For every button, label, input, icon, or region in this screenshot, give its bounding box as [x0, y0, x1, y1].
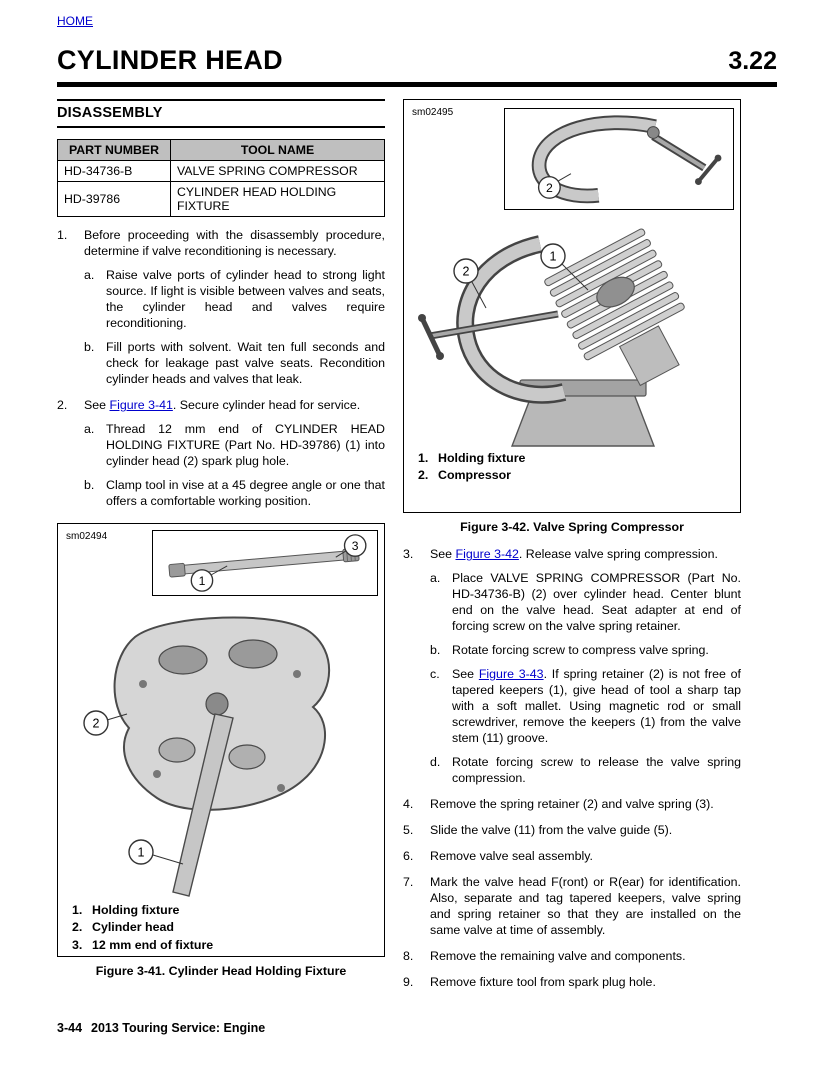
svg-text:1: 1: [198, 573, 206, 588]
figure-legend-item: [418, 467, 732, 484]
step-text: [430, 546, 741, 562]
text-part: See: [84, 398, 110, 412]
svg-text:2: 2: [92, 716, 100, 731]
step-2b: [84, 477, 385, 509]
step-number: 4.: [403, 797, 414, 811]
substep-text: Clamp tool in vise at a 45 degree angle or one that offers a comfortable working position.: [106, 478, 385, 508]
step-number: 2.: [57, 398, 68, 412]
step-3b: [430, 642, 741, 658]
svg-text:2: 2: [545, 180, 553, 195]
figure-legend-item: [72, 919, 376, 936]
figure-legend-item: [418, 450, 732, 467]
substep-text: Rotate forcing screw to compress valve spring.: [452, 643, 709, 657]
step-text: Remove valve seal assembly.: [430, 849, 593, 863]
substep-text: Thread 12 mm end of CYLINDER HEAD HOLDING FIXTURE (Part No. HD-39786) (1) into cylinder head (2) spark plug hole.: [106, 422, 385, 468]
legend-label: Compressor: [438, 468, 511, 483]
table-row: [58, 161, 385, 182]
legend-label: Holding fixture: [92, 903, 180, 917]
left-column: [57, 99, 385, 990]
part-number-cell: HD-34736-B: [58, 161, 171, 182]
step-6: [403, 848, 741, 864]
step-1a: [84, 267, 385, 331]
page-title: CYLINDER HEAD: [57, 45, 283, 75]
step-3: [403, 546, 741, 562]
substep-text: Rotate forcing screw to release the valve spring compression.: [452, 755, 741, 785]
figure-legend-item: [72, 902, 376, 919]
step-text: [84, 397, 385, 413]
substep-letter: b.: [430, 643, 441, 657]
legend-label: Cylinder head: [92, 920, 174, 935]
page-footer: [57, 1021, 265, 1035]
step-number: 9.: [403, 975, 414, 989]
legend-label: 12 mm end of fixture: [92, 937, 214, 952]
content-columns: [57, 99, 777, 990]
substep-letter: b.: [84, 478, 95, 492]
legend-number: 2.: [72, 920, 83, 935]
legend-number: 2.: [418, 468, 429, 483]
step-text: Before proceeding with the disassembly procedure, determine if valve reconditioning is necessary.: [84, 228, 385, 258]
substep-text: Place VALVE SPRING COMPRESSOR (Part No. HD-34736-B) (2) over cylinder head. Center blunt end on the valve head. Seat adapter at end of forcing screw on the valve spring retainer.: [452, 571, 741, 633]
step-3a: [430, 570, 741, 634]
figure-image-tag: sm02494: [66, 531, 108, 542]
right-column: [403, 99, 741, 990]
step-text: Mark the valve head F(ront) or R(ear) for identification. Also, separate and tag tapered keepers, valve spring and spring retainer so that they are installed on the same valve at time of assembly.: [430, 875, 741, 937]
step-7: [403, 874, 741, 938]
step-2a: [84, 421, 385, 469]
substep-text: Fill ports with solvent. Wait ten full seconds and check for leakage past valve seats. Recondition cylinder heads and valves that leak.: [106, 340, 385, 386]
step-9: [403, 974, 741, 990]
footer-page-number: 3-44: [57, 1021, 83, 1035]
section-number: 3.22: [728, 47, 777, 75]
tool-name-cell: VALVE SPRING COMPRESSOR: [171, 161, 385, 182]
step-1: [57, 227, 385, 259]
substep-letter: a.: [84, 268, 95, 282]
part-number-cell: HD-39786: [58, 182, 171, 217]
substep-text: [452, 666, 741, 746]
svg-text:1: 1: [549, 249, 557, 264]
figure-3-41: [57, 523, 385, 957]
text-part: . If spring retainer (2) is not free of tapered keepers (1), give head of tool a sharp tap with a soft mallet. Using magnetic rod or small screwdriver, remove the keepers (1) from the valve stem (11) groove.: [452, 667, 741, 745]
step-3d: [430, 754, 741, 786]
text-part: See: [430, 547, 456, 561]
step-5: [403, 822, 741, 838]
step-2: [57, 397, 385, 413]
figure-image-tag: sm02495: [412, 107, 454, 118]
svg-text:2: 2: [462, 264, 470, 279]
figure-3-42-caption: Figure 3-42. Valve Spring Compressor: [460, 520, 684, 534]
figure-3-42-illustration: [412, 216, 732, 448]
col-tool-name: TOOL NAME: [171, 140, 385, 161]
legend-number: 1.: [418, 451, 429, 465]
substep-letter: b.: [84, 340, 95, 354]
figure-3-41-inset: [152, 530, 378, 596]
svg-text:3: 3: [351, 538, 359, 553]
svg-text:1: 1: [137, 845, 145, 860]
legend-number: 1.: [72, 903, 83, 917]
step-number: 6.: [403, 849, 414, 863]
step-8: [403, 948, 741, 964]
figure-3-43-link[interactable]: Figure 3-43: [478, 667, 544, 681]
page-header: [57, 45, 777, 87]
figure-legend-item: [72, 937, 376, 954]
tool-name-cell: CYLINDER HEAD HOLDING FIXTURE: [171, 182, 385, 217]
procedure-steps-right: [403, 546, 741, 990]
step-text: Slide the valve (11) from the valve guide (5).: [430, 823, 673, 837]
figure-3-41-caption: Figure 3-41. Cylinder Head Holding Fixture: [95, 964, 347, 978]
step-text: Remove fixture tool from spark plug hole.: [430, 975, 656, 989]
step-text: Remove the spring retainer (2) and valve spring (3).: [430, 797, 714, 811]
text-part: See: [452, 667, 479, 681]
substep-letter: c.: [430, 667, 440, 681]
tool-table-header-row: [58, 140, 385, 161]
procedure-steps-left: [57, 227, 385, 509]
figure-3-42-legend: [404, 448, 740, 494]
figure-3-41-legend: [58, 900, 384, 963]
table-row: [58, 182, 385, 217]
substep-letter: a.: [84, 422, 95, 436]
col-part-number: PART NUMBER: [58, 140, 171, 161]
step-1b: [84, 339, 385, 387]
legend-number: 3.: [72, 937, 83, 952]
figure-3-41-illustration: [65, 602, 377, 900]
disassembly-heading: DISASSEMBLY: [57, 99, 385, 128]
tool-table: [57, 139, 385, 217]
step-number: 3.: [403, 547, 414, 561]
figure-3-41-link[interactable]: Figure 3-41: [109, 398, 173, 412]
legend-label: Holding fixture: [438, 451, 526, 465]
step-number: 8.: [403, 949, 414, 963]
step-number: 1.: [57, 228, 68, 242]
callout-1: [129, 840, 183, 864]
figure-3-42-inset: [504, 108, 734, 210]
step-number: 7.: [403, 875, 414, 889]
substep-letter: d.: [430, 755, 441, 769]
figure-3-42: [403, 99, 741, 513]
text-part: . Secure cylinder head for service.: [172, 398, 361, 412]
figure-3-42-link[interactable]: Figure 3-42: [455, 547, 519, 561]
step-4: [403, 796, 741, 812]
footer-title: 2013 Touring Service: Engine: [91, 1021, 266, 1035]
substep-text: Raise valve ports of cylinder head to strong light source. If light is visible between valves and seats, the cylinder head and valves require reconditioning.: [106, 268, 385, 330]
home-link[interactable]: HOME: [57, 14, 93, 28]
compressor-tool-illustration: [505, 109, 733, 209]
step-3c: [430, 666, 741, 746]
text-part: . Release valve spring compression.: [518, 547, 718, 561]
step-number: 5.: [403, 823, 414, 837]
step-text: Remove the remaining valve and components.: [430, 949, 686, 963]
holding-fixture-tool-illustration: [153, 531, 377, 595]
substep-letter: a.: [430, 571, 441, 585]
